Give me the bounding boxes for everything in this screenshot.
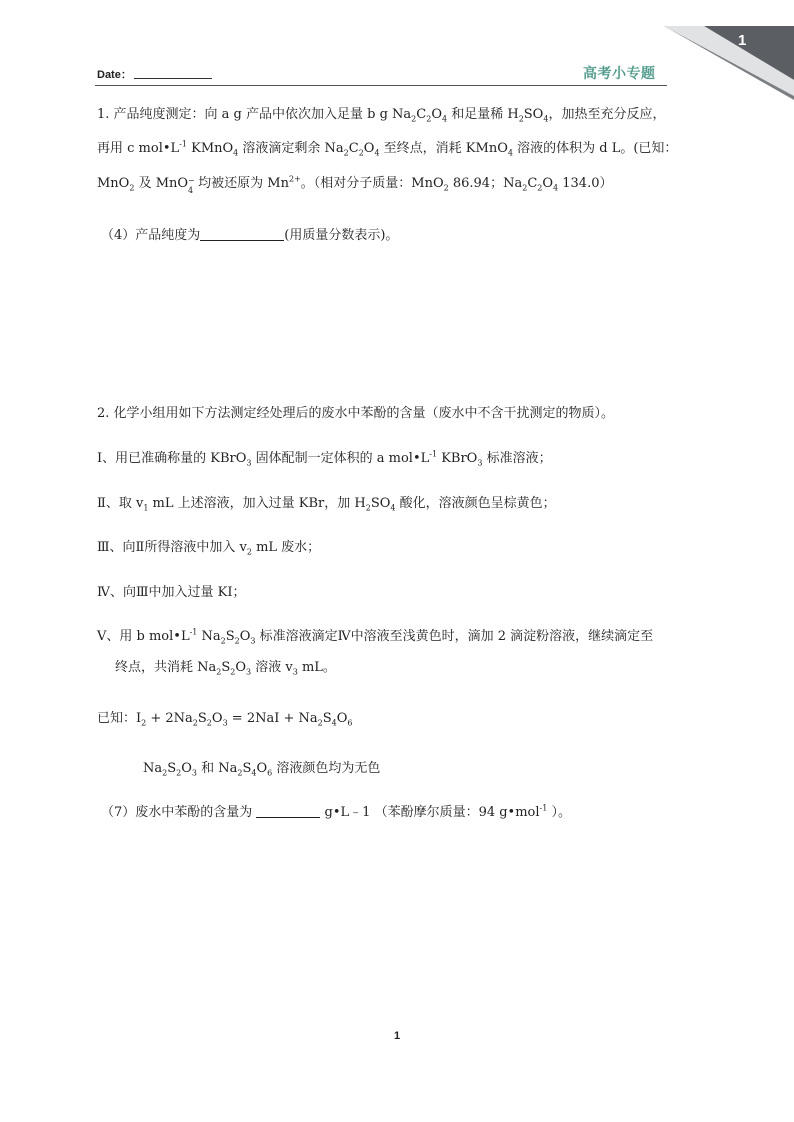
date-label: Date： <box>97 69 132 81</box>
q2-step-3: Ⅲ、向Ⅱ所得溶液中加入 $v_2$ mL 废水； <box>97 540 321 557</box>
header-title: 高考小专题 <box>583 66 656 82</box>
q2-part-7: （7）废水中苯酚的含量为 g•L﹣1 （苯酚摩尔质量：94 g•mol$^{-1}$ ）。 <box>101 803 571 820</box>
page-number: 1 <box>393 1030 401 1042</box>
q2-step-2: Ⅱ、取 $v_1$ mL 上述溶液，加入过量 KBr，加 $H_2SO_4$ 酸化，溶液颜色呈棕黄色； <box>97 496 556 513</box>
date-field <box>97 66 212 82</box>
q2-step-5-cont: 终点，共消耗 $Na_2S_2O_3$ 溶液 $v_3$ mL。 <box>115 660 336 677</box>
header-rule <box>95 85 667 86</box>
q2-step-4: Ⅳ、向Ⅲ中加入过量 KI； <box>97 585 246 600</box>
q2-step-5: Ⅴ、用 b $mol•L^{-1}$ $Na_2S_2O_3$ 标准溶液滴定Ⅳ中溶液至浅黄色时，滴加 2 滴淀粉溶液，继续滴定至 <box>97 627 654 646</box>
q1-line-2: 再用 c $mol•L^{-1}$ KMnO$_4$ 溶液滴定剩余 $Na_2C_2O_4$ 至终点，消耗 KMnO$_4$ 溶液的体积为 d L。(已知： <box>97 139 678 158</box>
q2-known-colorless: $Na_2S_2O_3$ 和 $Na_2S_4O_6$ 溶液颜色均为无色 <box>143 761 381 778</box>
q2-known-eq: 已知：$I_2 + 2Na_2S_2O_3 = 2NaI + Na_2S_4O_6$ <box>97 711 353 728</box>
q1-part-4: （4）产品纯度为 (用质量分数表示)。 <box>101 228 399 243</box>
q1-line-3: MnO$_2$ 及 MnO − 4 均被还原为 $Mn^{2+}$。（相对分子质量：MnO$_2$ 86.94；$Na_2C_2O_4$ 134.0） <box>97 174 613 195</box>
permanganate-ion: − 4 <box>188 176 195 195</box>
page-badge: 1 <box>738 32 747 49</box>
q1-line-1: 1. 产品纯度测定：向 a g 产品中依次加入足量 b g $Na_2C_2O_4$ 和足量稀 $H_2SO_4$，加热至充分反应， <box>97 107 666 124</box>
date-blank <box>134 68 212 79</box>
q2-step-1: Ⅰ、用已准确称量的 KBrO$_3$ 固体配制一定体积的 a $mol•L^{-1}$ KBrO$_3$ 标准溶液； <box>97 449 552 468</box>
q2-intro: 2. 化学小组用如下方法测定经处理后的废水中苯酚的含量（废水中不含干扰测定的物质）。 <box>97 406 615 421</box>
answer-blank-4[interactable] <box>200 228 284 241</box>
answer-blank-7[interactable] <box>256 805 320 818</box>
corner-decoration <box>664 0 794 100</box>
